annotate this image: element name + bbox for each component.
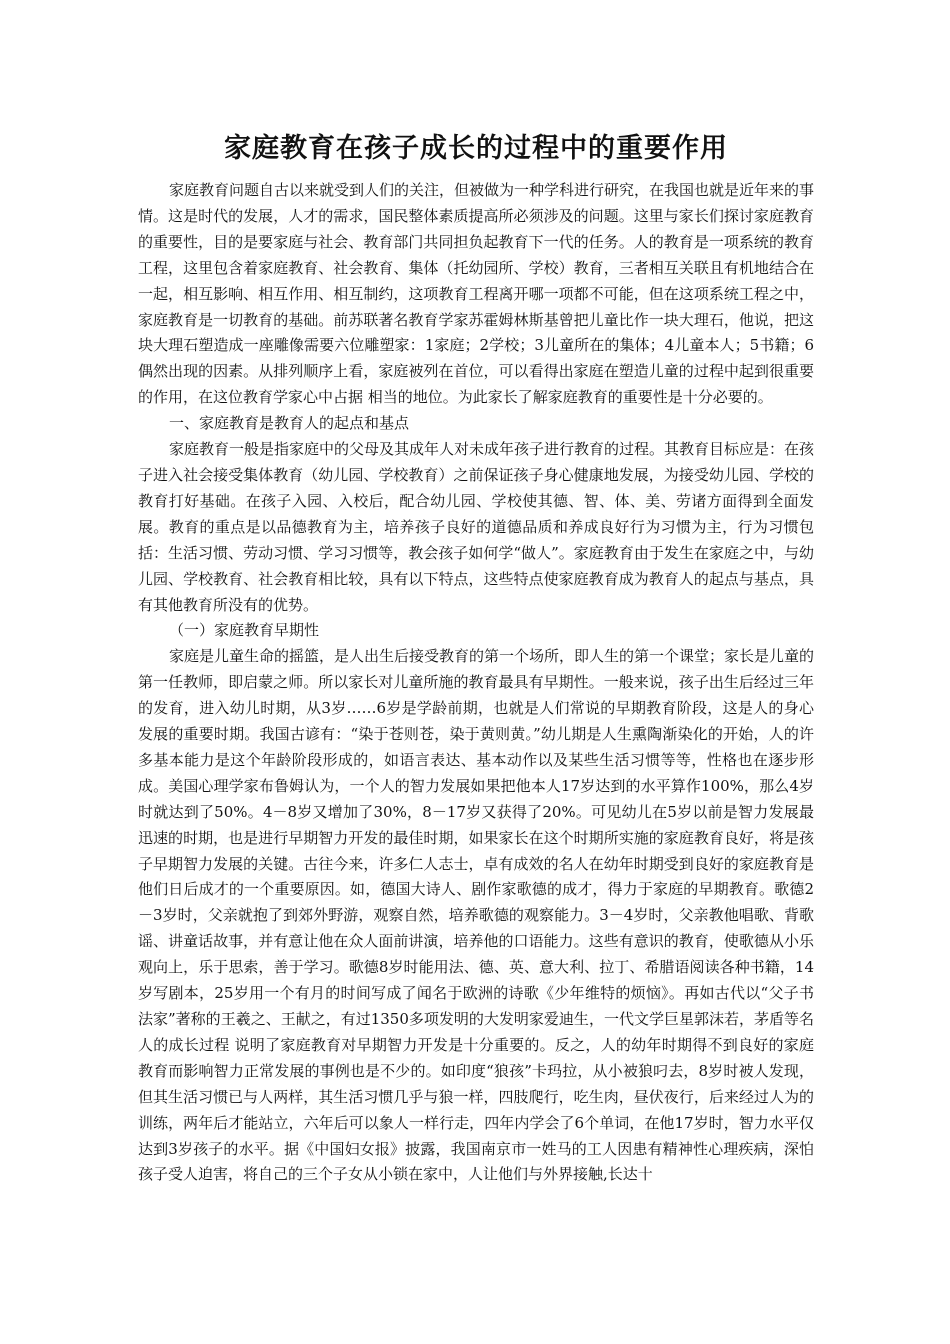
- intro-paragraph: 家庭教育问题自古以来就受到人们的关注，但被做为一种学科进行研究，在我国也就是近年来的事情。这是时代的发展，人才的需求，国民整体素质提高所必须涉及的问题。这里与家长们探讨家庭教育的重要性，目的是要家庭与社会、教育部门共同担负起教育下一代的任务。人的教育是一项系统的教育工程，这里包含着家庭教育、社会教育、集体（托幼园所、学校）教育，三者相互关联且有机地结合在一起，相互影响、相互作用、相互制约，这项教育工程离开哪一项都不可能，但在这项系统工程之中，家庭教育是一切教育的基础。前苏联著名教育学家苏霍姆林斯基曾把儿童比作一块大理石，他说，把这块大理石塑造成一座雕像需要六位雕塑家：1家庭；2学校；3儿童所在的集体；4儿童本人；5书籍；6偶然出现的因素。从排列顺序上看，家庭被列在首位，可以看得出家庭在塑造儿童的过程中起到很重要的作用，在这位教育学家心中占据 相当的地位。为此家长了解家庭教育的重要性是十分必要的。: [138, 181, 815, 407]
- document-title: 家庭教育在孩子成长的过程中的重要作用: [224, 133, 728, 164]
- subsection-heading-1: （一）家庭教育早期性: [169, 621, 320, 640]
- document-page: [138, 126, 814, 1188]
- section-1-paragraph: 家庭教育一般是指家庭中的父母及其成年人对未成年孩子进行教育的过程。其教育目标应是：在孩子进入社会接受集体教育（幼儿园、学校教育）之前保证孩子身心健康地发展，为接受幼儿园、学校的教育打好基础。在孩子入园、入校后，配合幼儿园、学校使其德、智、体、美、劳诸方面得到全面发展。教育的重点是以品德教育为主，培养孩子良好的道德品质和养成良好行为习惯为主，行为习惯包括：生活习惯、劳动习惯、学习习惯等，教会孩子如何学“做人”。家庭教育由于发生在家庭之中，与幼儿园、学校教育、社会教育相比较，具有以下特点，这些特点使家庭教育成为教育人的起点与基点，具有其他教育所没有的优势。: [138, 440, 815, 614]
- subsection-1-paragraph: 家庭是儿童生命的摇篮，是人出生后接受教育的第一个场所，即人生的第一个课堂；家长是儿童的第一任教师，即启蒙之师。所以家长对儿童所施的教育最具有早期性。一般来说，孩子出生后经过三年的发育，进入幼儿时期，从3岁……6岁是学龄前期，也就是人们常说的早期教育阶段，这是人的身心发展的重要时期。我国古谚有：“染于苍则苍，染于黄则黄。”幼儿期是人生熏陶渐染化的开始，人的许多基本能力是这个年龄阶段形成的，如语言表达、基本动作以及某些生活习惯等等，性格也在逐步形成。美国心理学家布鲁姆认为，一个人的智力发展如果把他本人17岁达到的水平算作100%，那么4岁时就达到了50%。4－8岁又增加了30%，8－17岁又获得了20%。可见幼儿在5岁以前是智力发展最迅速的时期，也是进行早期智力开发的最佳时期，如果家长在这个时期所实施的家庭教育良好，将是孩子早期智力发展的关键。古往今来，许多仁人志士，卓有成效的名人在幼年时期受到良好的家庭教育是他们日后成才的一个重要原因。如，德国大诗人、剧作家歌德的成才，得力于家庭的早期教育。歌德2－3岁时，父亲就抱了到郊外野游，观察自然，培养歌德的观察能力。3－4岁时，父亲教他唱歌、背歌谣、讲童话故事，并有意让他在众人面前讲演，培养他的口语能力。这些有意识的教育，使歌德从小乐观向上，乐于思索，善于学习。歌德8岁时能用法、德、英、意大利、拉丁、希腊语阅读各种书籍，14岁写剧本，25岁用一个有月的时间写成了闻名于欧洲的诗歌《少年维特的烦恼》。再如古代以“父子书法家”著称的王羲之、王献之，有过1350多项发明的大发明家爱迪生，一代文学巨星郭沫若，茅盾等名人的成长过程 说明了家庭教育对早期智力开发是十分重要的。反之，人的幼年时期得不到良好的家庭教育而影响智力正常发展的事例也是不少的。如印度“狼孩”卡玛拉，从小被狼叼去，8岁时被人发现，但其生活习惯已与人两样，其生活习惯几乎与狼一样，四肢爬行，吃生肉，昼伏夜行，后来经过人为的训练，两年后才能站立，六年后可以象人一样行走，四年内学会了6个单词，在他17岁时，智力水平仅达到3岁孩子的水平。据《中国妇女报》披露，我国南京市一姓马的工人因患有精神性心理疾病，深怕孩子受人迫害，将自己的三个子女从小锁在家中，人让他们与外界接触,长达十: [138, 647, 815, 1184]
- section-heading-1: 一、家庭教育是教育人的起点和基点: [169, 414, 410, 433]
